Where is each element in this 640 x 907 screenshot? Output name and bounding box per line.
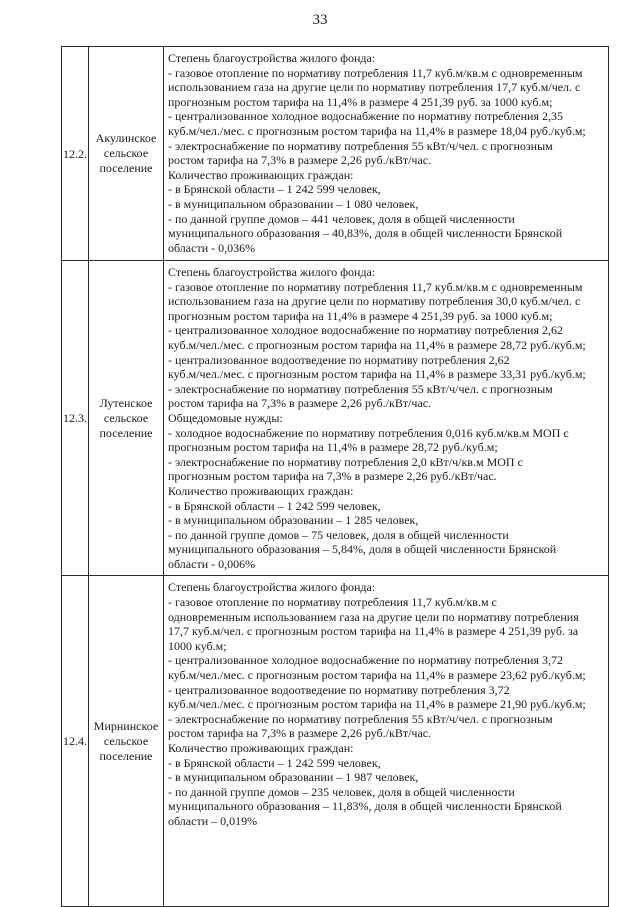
description-line: ростом тарифа на 7,3% в размере 2,26 руб./кВт/час.: [168, 396, 432, 411]
description-line: куб.м/чел./мес. с прогнозным ростом тарифа на 11,4% в размере 33,31 руб./куб.м;: [168, 367, 586, 382]
description-line: - электроснабжение по нормативу потребления 55 кВт/ч/чел. с прогнозным: [168, 381, 553, 396]
description-line: области - 0,006%: [168, 556, 256, 571]
row-number-cell: [62, 47, 89, 261]
settlement-name-line: Акулинское: [95, 131, 157, 145]
description-line: области - 0,036%: [168, 240, 256, 255]
settlement-name-cell: [89, 261, 164, 576]
description-line: - централизованное холодное водоснабжение по нормативу потребления 2,35: [168, 109, 563, 124]
description-line: прогнозным ростом тарифа на 7,3% в размере 2,26 руб./кВт/час.: [168, 469, 497, 484]
description-line: куб.м/чел./мес. с прогнозным ростом тарифа на 11,4% в размере 21,90 руб./куб.м;: [168, 697, 586, 712]
settlement-name-line: Мирнинское: [93, 718, 159, 733]
description-line: Общедомовые нужды:: [168, 410, 283, 425]
description-line: - централизованное холодное водоснабжение по нормативу потребления 2,62: [168, 323, 563, 338]
settlement-name-line: сельское: [103, 733, 149, 748]
row-number: 12.2.: [63, 146, 87, 161]
description-line: куб.м/чел./мес. с прогнозным ростом тарифа на 11,4% в размере 28,72 руб./куб.м;: [168, 337, 586, 352]
settlement-name-cell: [89, 47, 164, 261]
row-number: 12.4.: [63, 734, 87, 749]
description-line: Количество проживающих граждан:: [168, 167, 354, 182]
description-line: 17,7 куб.м/чел. с прогнозным ростом тарифа на 11,4% в размере 4 251,39 руб. за: [168, 624, 579, 639]
description-cell: [164, 261, 609, 576]
description-line: Количество проживающих граждан:: [168, 483, 354, 498]
description-line: - электроснабжение по нормативу потребления 55 кВт/ч/чел. с прогнозным: [168, 711, 553, 726]
description-line: муниципального образования – 5,84%, доля в общей численности Брянской: [168, 542, 557, 557]
row-number-cell: [62, 261, 89, 576]
description-line: прогнозным ростом тарифа на 11,4% в размере 4 251,39 руб. за 1000 куб.м;: [168, 94, 553, 109]
description-line: Степень благоустройства жилого фонда:: [168, 265, 376, 279]
description-line: прогнозным ростом тарифа на 11,4% в размере 4 251,39 руб. за 1000 куб.м;: [168, 308, 553, 323]
description-line: муниципального образования – 40,83%, доля в общей численности Брянской: [168, 226, 563, 241]
description-line: - холодное водоснабжение по нормативу потребления 0,016 куб.м/кв.м МОП с: [168, 425, 569, 440]
description-line: Степень благоустройства жилого фонда:: [168, 580, 376, 595]
settlement-name-line: поселение: [99, 425, 153, 440]
description-line: - газовое отопление по нормативу потребления 11,7 куб.м/кв.м с одновременным: [168, 65, 583, 80]
description-line: куб.м/чел./мес. с прогнозным ростом тарифа на 11,4% в размере 23,62 руб./куб.м;: [168, 668, 586, 683]
settlement-name-line: поселение: [99, 748, 153, 763]
description-line: Степень благоустройства жилого фонда:: [168, 51, 376, 65]
page-number: 33: [312, 12, 328, 28]
description-line: Количество проживающих граждан:: [168, 741, 354, 755]
description-line: ростом тарифа на 7,3% в размере 2,26 руб./кВт/час.: [168, 153, 432, 168]
description-line: - в Брянской области – 1 242 599 человек,: [168, 498, 381, 513]
description-line: ростом тарифа на 7,3% в размере 2,26 руб./кВт/час.: [168, 726, 432, 741]
settlement-name-line: сельское: [103, 146, 149, 160]
description-line: - в муниципальном образовании – 1 987 человек,: [168, 770, 419, 785]
description-line: куб.м/чел./мес. с прогнозным ростом тарифа на 11,4% в размере 18,04 руб./куб.м;: [168, 123, 586, 138]
description-line: - централизованное водоотведение по нормативу потребления 2,62: [168, 352, 510, 367]
description-line: - централизованное холодное водоснабжение по нормативу потребления 3,72: [168, 653, 563, 668]
description-line: области – 0,019%: [168, 813, 258, 828]
description-line: - централизованное водоотведение по нормативу потребления 3,72: [168, 682, 510, 697]
settlement-name-line: поселение: [99, 161, 153, 175]
description-line: одновременным использованием газа на другие цели по нормативу потребления: [168, 609, 579, 624]
description-line: - в Брянской области – 1 242 599 человек,: [168, 182, 381, 197]
settlement-name-line: Лутенское: [99, 395, 153, 410]
description-line: - по данной группе домов – 441 человек, доля в общей численности: [168, 211, 515, 226]
settlement-name-cell: [89, 576, 164, 907]
description-line: 1000 куб.м;: [168, 638, 227, 653]
description-line: прогнозным ростом тарифа на 11,4% в размере 28,72 руб./куб.м;: [168, 440, 498, 455]
settlements-table: [61, 46, 609, 907]
settlement-name-line: сельское: [103, 410, 149, 425]
description-line: - в Брянской области – 1 242 599 человек,: [168, 755, 381, 770]
description-line: - в муниципальном образовании – 1 285 человек,: [168, 513, 419, 528]
description-line: - по данной группе домов – 235 человек, доля в общей численности: [168, 784, 515, 799]
description-line: использованием газа на другие цели по нормативу потребления 17,7 куб.м/чел. с: [168, 80, 581, 95]
description-cell: [164, 47, 609, 261]
table-row: [62, 47, 609, 261]
row-number: 12.3.: [63, 411, 87, 426]
description-line: - газовое отопление по нормативу потребления 11,7 куб.м/кв.м с: [168, 595, 497, 610]
description-line: - газовое отопление по нормативу потребления 11,7 куб.м/кв.м с одновременным: [168, 279, 583, 294]
description-line: - электроснабжение по нормативу потребления 2,0 кВт/ч/кв.м МОП с: [168, 454, 523, 469]
row-number-cell: [62, 576, 89, 907]
description-line: - по данной группе домов – 75 человек, доля в общей численности: [168, 527, 509, 542]
description-cell: [164, 576, 609, 907]
table-row: [62, 576, 609, 907]
table-row: [62, 261, 609, 576]
description-line: использованием газа на другие цели по нормативу потребления 30,0 куб.м/чел. с: [168, 294, 581, 309]
description-line: - электроснабжение по нормативу потребления 55 кВт/ч/чел. с прогнозным: [168, 138, 553, 153]
description-line: - в муниципальном образовании – 1 080 человек,: [168, 196, 419, 211]
description-line: муниципального образования – 11,83%, доля в общей численности Брянской: [168, 799, 562, 814]
